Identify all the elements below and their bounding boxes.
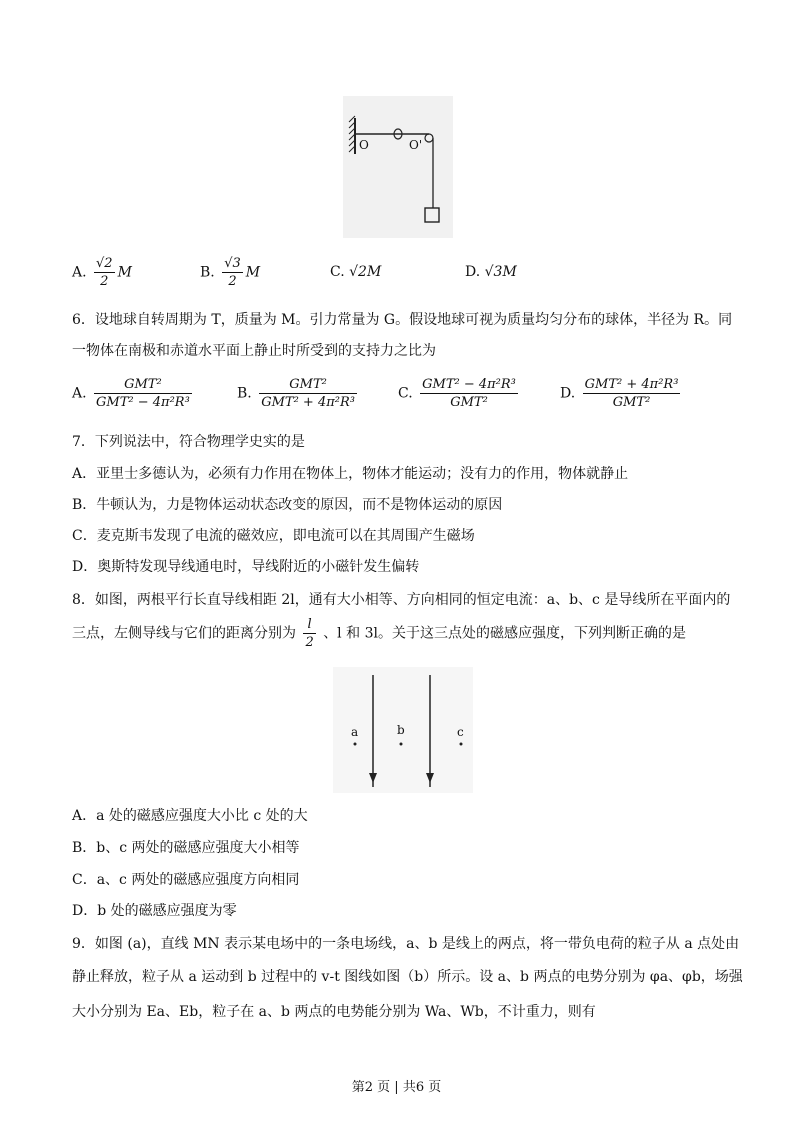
q8-option-c: C．a、c 两处的磁感应强度方向相同	[72, 872, 300, 888]
q8-label-a: a	[351, 725, 359, 739]
q5-option-a-den: 2	[100, 274, 109, 289]
q5-option-a-letter: A.	[72, 264, 87, 281]
q7-option-b: B．牛顿认为，力是物体运动状态改变的原因，而不是物体运动的原因	[72, 497, 503, 513]
q8-label-c: c	[457, 725, 464, 739]
q5-option-a	[72, 255, 132, 290]
q8-option-a: A．a 处的磁感应强度大小比 c 处的大	[72, 808, 308, 824]
q9-line2: 静止释放，粒子从 a 运动到 b 过程中的 v-t 图线如图（b）所示。设 a、b 两点的电势分别为 φa、φb，场强	[72, 969, 743, 985]
q8-frac-num: l	[303, 616, 315, 634]
q9-line1: 9．如图 (a)，直线 MN 表示某电场中的一条电场线，a、b 是线上的两点，将一带负电荷的粒子从 a 点处由	[72, 936, 740, 952]
q6-option-d-fraction	[583, 376, 681, 411]
q5-option-d	[465, 264, 517, 280]
q6-line2: 一物体在南极和赤道水平面上静止时所受到的支持力之比为	[72, 343, 436, 359]
q6-option-b-letter: B.	[237, 385, 252, 402]
q6-option-c	[398, 376, 521, 411]
q8-frac-den: 2	[305, 635, 314, 650]
q5-label-o: O	[359, 138, 369, 152]
q8-line2-post: 、l 和 3l。关于这三点处的磁感应强度，下列判断正确的是	[323, 625, 686, 642]
q6-option-a-fraction	[94, 376, 192, 411]
q8-figure	[333, 667, 473, 793]
q5-option-d-letter: D.	[465, 264, 481, 280]
q6-option-b-fraction	[259, 376, 357, 411]
page-footer: 第2 页 | 共6 页	[351, 1080, 442, 1095]
q5-option-b-letter: B.	[200, 264, 215, 281]
q5-option-c	[330, 264, 381, 280]
q8-line2	[72, 616, 686, 651]
q6-option-b	[237, 376, 360, 411]
q6-line1: 6．设地球自转周期为 T，质量为 M。引力常量为 G。假设地球可视为质量均匀分布的球体，半径为 R。同	[72, 312, 733, 328]
q7-option-d: D．奥斯特发现导线通电时，导线附近的小磁针发生偏转	[72, 559, 420, 575]
q7-option-c: C．麦克斯韦发现了电流的磁效应，即电流可以在其周围产生磁场	[72, 528, 475, 544]
q6-option-b-den: GMT² + 4π²R³	[261, 395, 355, 410]
q6-option-c-fraction	[420, 376, 518, 411]
q6-option-a-letter: A.	[72, 385, 87, 402]
q6-option-a-den: GMT² − 4π²R³	[96, 395, 190, 410]
q5-option-b-num: √3	[224, 256, 241, 271]
q5-label-o-prime: O'	[409, 138, 423, 152]
q8-option-b: B．b、c 两处的磁感应强度大小相等	[72, 840, 300, 856]
q6-option-c-den: GMT²	[450, 395, 488, 410]
q5-option-a-num: √2	[96, 256, 113, 271]
q5-option-d-text: √3M	[484, 264, 517, 280]
q6-option-d	[560, 376, 683, 411]
q6-option-d-den: GMT²	[612, 395, 651, 410]
q6-option-c-num: GMT² − 4π²R³	[422, 377, 516, 392]
q5-option-a-fraction	[94, 255, 115, 290]
q9-line3: 大小分别为 Ea、Eb，粒子在 a、b 两点的电势能分别为 Wa、Wb，不计重力，则有	[72, 1004, 596, 1020]
q7-stem: 7．下列说法中，符合物理学史实的是	[72, 434, 305, 450]
q6-option-d-num: GMT² + 4π²R³	[584, 377, 679, 392]
q8-label-b: b	[397, 723, 405, 737]
q8-fraction	[303, 616, 315, 651]
q8-line2-pre: 三点，左侧导线与它们的距离分别为	[72, 625, 296, 642]
q8-line1: 8．如图，两根平行长直导线相距 2l，通有大小相等、方向相同的恒定电流：a、b、c 是导线所在平面内的	[72, 592, 731, 608]
q5-option-b	[200, 255, 260, 290]
q6-option-a-num: GMT²	[94, 376, 192, 394]
q5-option-b-var: M	[245, 264, 261, 281]
q8-option-d: D．b 处的磁感应强度为零	[72, 903, 237, 919]
q6-option-b-num: GMT²	[259, 376, 357, 394]
q7-option-a: A．亚里士多德认为，必须有力作用在物体上，物体才能运动；没有力的作用，物体就静止	[72, 466, 629, 482]
q6-option-c-letter: C.	[398, 385, 413, 402]
q5-figure-drawing	[343, 96, 453, 238]
q5-option-a-var: M	[117, 264, 132, 281]
q5-option-b-fraction	[222, 255, 243, 290]
q5-option-c-text: √2M	[349, 264, 382, 280]
q6-option-a	[72, 376, 195, 411]
q5-figure	[343, 96, 453, 238]
q6-option-d-letter: D.	[560, 385, 576, 402]
q5-option-c-letter: C.	[330, 264, 345, 280]
q5-option-b-den: 2	[228, 274, 237, 289]
